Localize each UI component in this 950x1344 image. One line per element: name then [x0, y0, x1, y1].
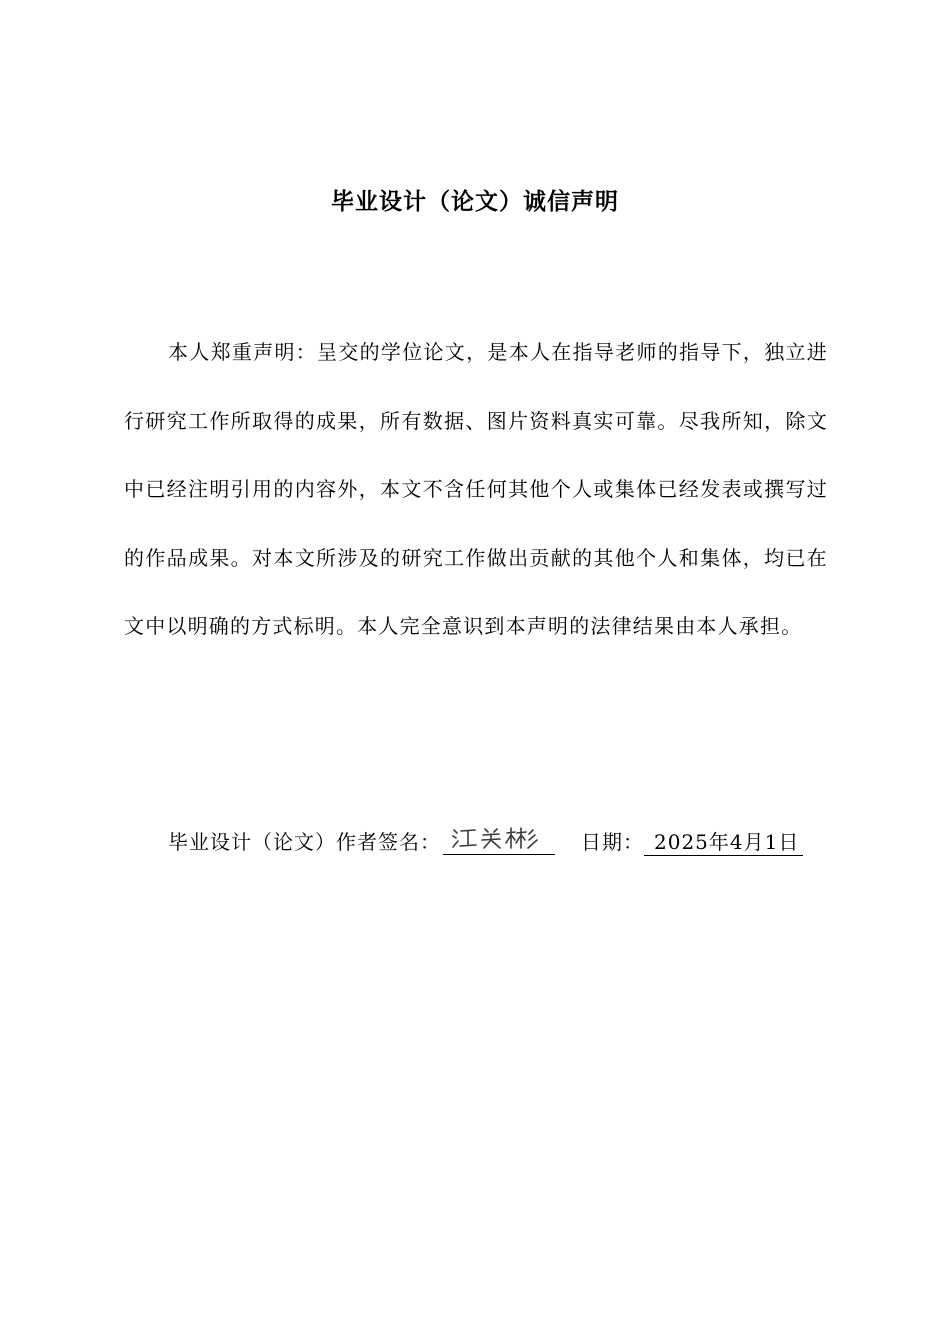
signature-line [168, 822, 830, 862]
handwritten-signature [443, 824, 555, 855]
date-label: 日期： [581, 830, 644, 854]
declaration-body: 本人郑重声明：呈交的学位论文，是本人在指导老师的指导下，独立进行研究工作所取得的成果，所有数据、图片资料真实可靠。尽我所知，除文中已经注明引用的内容外，本文不含任何其他个人或集体已经发表或撰写过的作品成果。对本文所涉及的研究工作做出贡献的其他个人和集体，均已在文中以明确的方式标明。本人完全意识到本声明的法律结果由本人承担。 [124, 340, 828, 638]
signature-label: 毕业设计（论文）作者签名： [168, 830, 441, 854]
date-value: 2025年4月1日 [644, 829, 803, 856]
page-title: 毕业设计（论文）诚信声明 [331, 189, 619, 215]
